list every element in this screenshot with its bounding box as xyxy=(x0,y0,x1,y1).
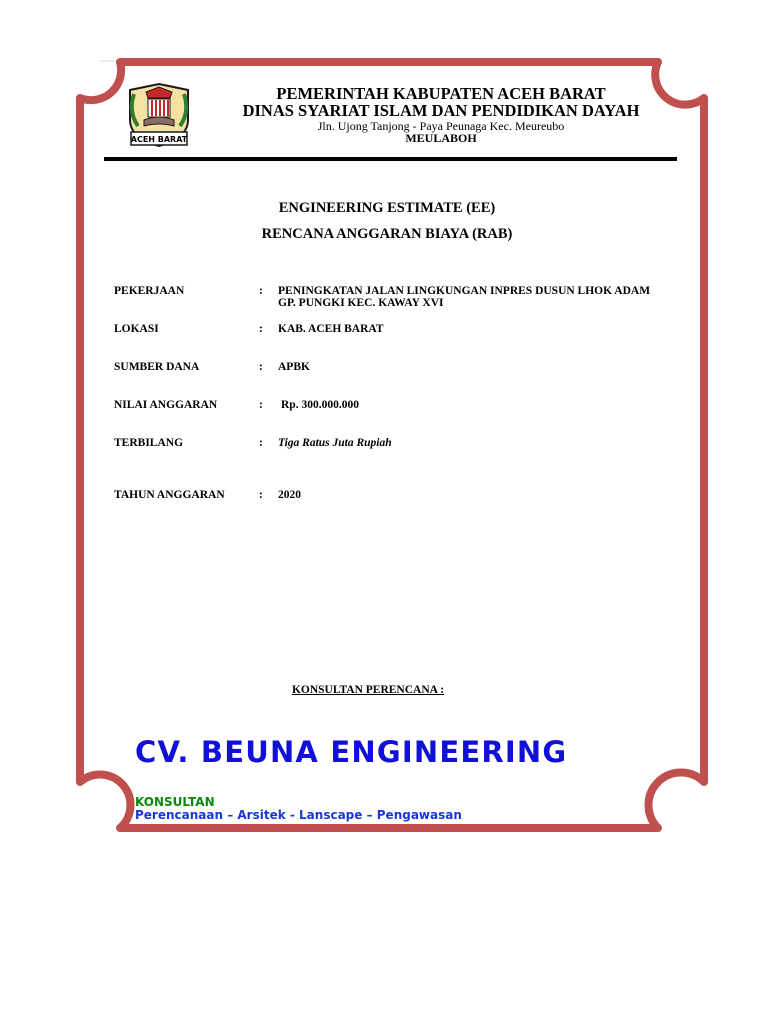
header-government: PEMERINTAH KABUPATEN ACEH BARAT xyxy=(276,84,606,103)
doc-title: ENGINEERING ESTIMATE (EE) xyxy=(278,200,496,216)
header-city: MEULABOH xyxy=(405,131,477,145)
aceh-barat-emblem-icon xyxy=(124,82,194,148)
field-colon: : xyxy=(259,437,263,449)
consultant-type: KONSULTAN xyxy=(135,795,215,809)
consultant-services: Perencanaan – Arsitek - Lanscape – Pengawasan xyxy=(135,808,462,822)
field-label: LOKASI xyxy=(114,323,159,335)
field-colon: : xyxy=(259,399,263,411)
field-value-line1: PENINGKATAN JALAN LINGKUNGAN INPRES DUSUN LHOK ADAM xyxy=(278,285,651,297)
field-value: Rp. 300.000.000 xyxy=(281,399,359,411)
consultant-company-name: CV. BEUNA ENGINEERING xyxy=(135,735,568,769)
field-label: NILAI ANGGARAN xyxy=(114,399,218,411)
field-value: 2020 xyxy=(278,489,301,501)
field-label: TAHUN ANGGARAN xyxy=(114,489,225,501)
field-value: KAB. ACEH BARAT xyxy=(278,323,384,335)
logo-caption: ACEH BARAT xyxy=(130,135,188,144)
consultant-heading: KONSULTAN PERENCANA : xyxy=(291,684,445,696)
field-colon: : xyxy=(259,285,263,297)
field-label: PEKERJAAN xyxy=(114,285,185,297)
field-colon: : xyxy=(259,323,263,335)
field-value xyxy=(278,285,688,309)
header-department: DINAS SYARIAT ISLAM DAN PENDIDIKAN DAYAH xyxy=(242,101,640,120)
field-value-line2: GP. PUNGKI KEC. KAWAY XVI xyxy=(278,297,444,309)
field-value: APBK xyxy=(278,361,310,373)
doc-subtitle: RENCANA ANGGARAN BIAYA (RAB) xyxy=(261,226,513,242)
field-label: TERBILANG xyxy=(114,437,184,449)
field-value: Tiga Ratus Juta Rupiah xyxy=(278,437,392,449)
header-divider xyxy=(104,157,677,161)
field-colon: : xyxy=(259,361,263,373)
field-label: SUMBER DANA xyxy=(114,361,200,373)
field-colon: : xyxy=(259,489,263,501)
header-address: Jln. Ujong Tanjong - Paya Peunaga Kec. Meureubo xyxy=(317,119,565,133)
